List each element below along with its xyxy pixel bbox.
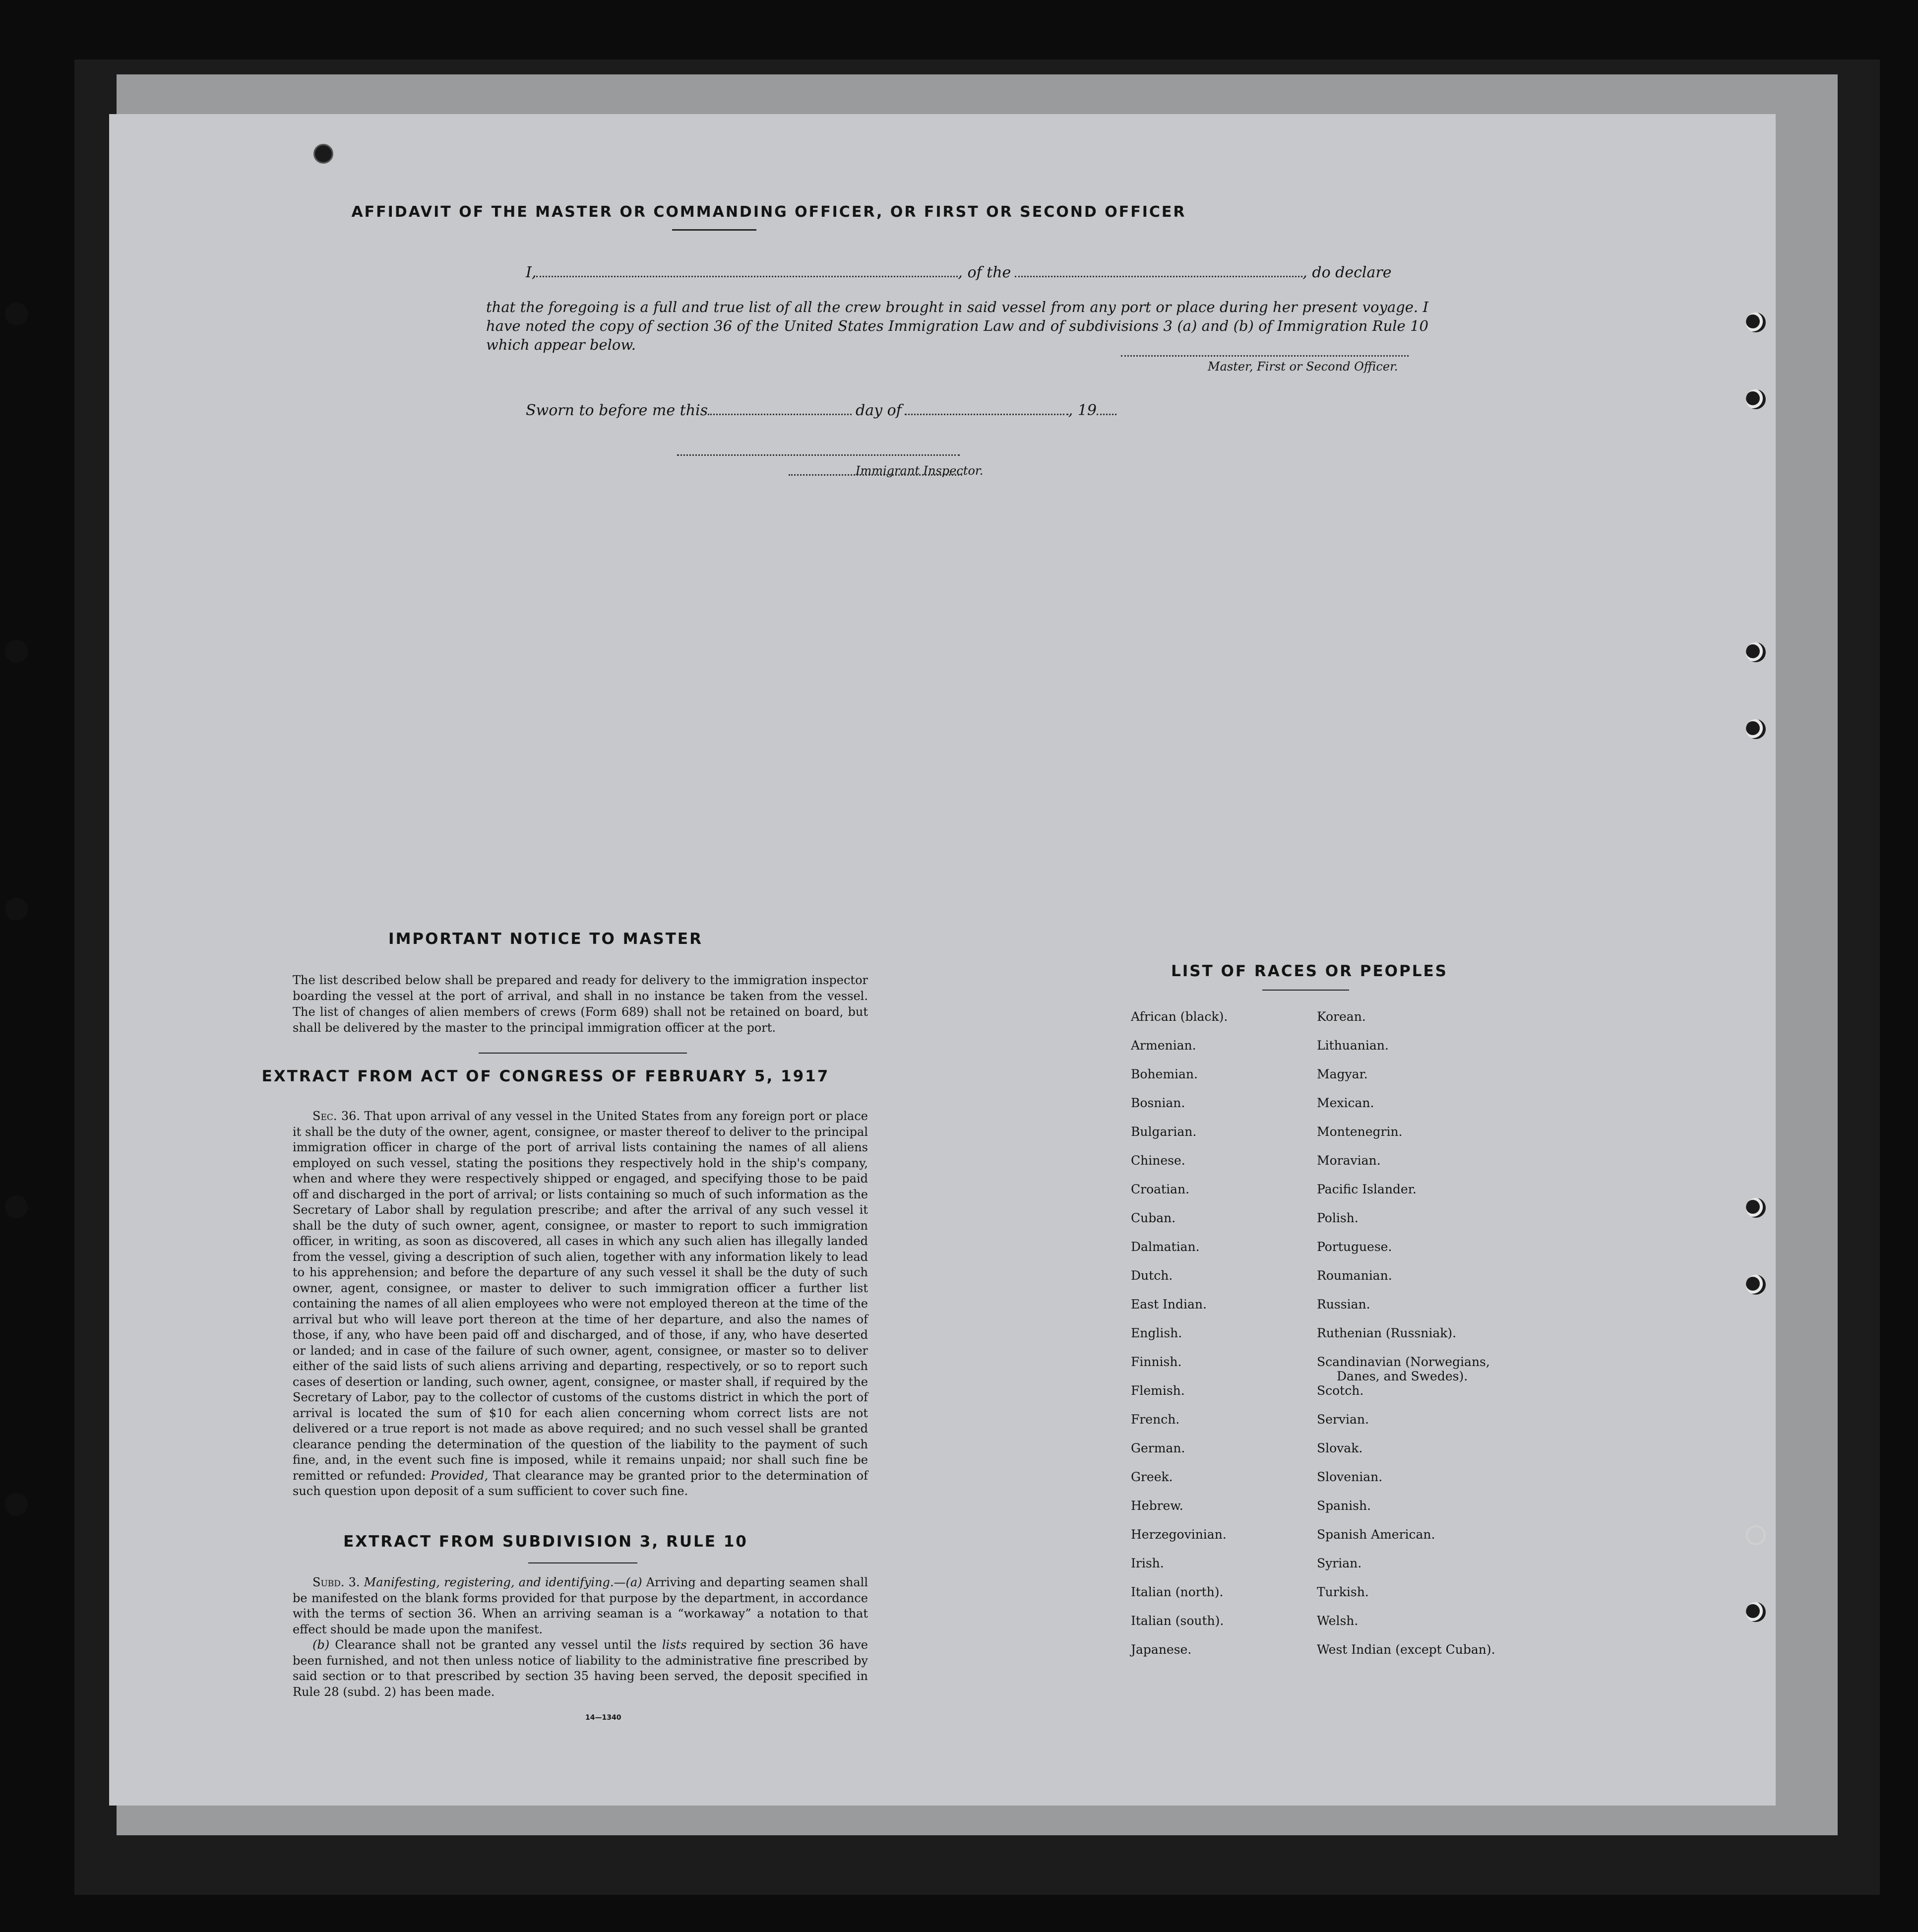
race-item-line: Danes, and Swedes). <box>1337 1369 1468 1383</box>
race-item: Lithuanian. <box>1317 1038 1389 1053</box>
races-title: LIST OF RACES OR PEOPLES <box>1171 962 1448 980</box>
race-item: English. <box>1131 1326 1182 1340</box>
affidavit-paragraph: that the foregoing is a full and true list of all the crew brought in said vessel from any port or place during her present voyage. I have noted the copy of section 36 of the United States Immigration Law and of subdivisions 3 (a) and (b) of Immigration Rule 10 which appear below. <box>486 299 1428 353</box>
provided-label: Provided, <box>431 1468 489 1483</box>
section-text: That upon arrival of any vessel in the United States from any foreign port or place it shall be the duty of the owner, agent, consignee, or master thereof to deliver to the principal immigration officer in charge of the port of arrival lists containing the names of all aliens employed on such vessel, stating the positions they respectively hold in the ship's company, when and where they were respectively shipped or engaged, and specifying those to be paid off and discharged in the port of arrival; or lists containing so much of such information as the Secretary of Labor shall by regulation prescribe; and after the arrival of any such vessel it shall be the duty of such owner, agent, consignee, or master to report to such immigration officer, in writing, as soon as discovered, all cases in which any such alien has illegally landed from the vessel, giving a description of such alien, together with any information likely to lead to his apprehension; and before the departure of any such vessel it shall be the duty of such owner, agent, consignee, or master to deliver to such immigration officer a further list containing the names of all alien employees who were not employed thereon at the time of the arrival but who will leave port thereon at the time of her departure, and also the names of those, if any, who have been paid off and discharged, and of those, if any, who have deserted or landed; and in case of the failure of such owner, agent, consignee, or master so to deliver either of the said lists of such aliens arriving and departing, respectively, or so to report such cases of desertion or landing, such owner, agent, consignee, or master shall, if required by the Secretary of Labor, pay to the collector of customs of the customs district in which the port of arrival is located the sum of $10 for each alien concerning whom correct lists are not delivered or a true report is not made as above required; and no such vessel shall be granted clearance pending the determination of the question of the liability to the payment of such fine, and, in the event such fine is imposed, while it remains unpaid; nor shall such fine be remitted or refunded: <box>293 1109 868 1483</box>
section-label: Sec. 36. <box>312 1109 361 1123</box>
affidavit-of-label: , of the <box>958 264 1011 281</box>
extract-act-body <box>293 1109 868 1499</box>
race-item: West Indian (except Cuban). <box>1317 1642 1495 1657</box>
sworn-year-blank <box>1097 410 1116 415</box>
race-item: Syrian. <box>1317 1556 1362 1570</box>
race-item: Italian (south). <box>1131 1614 1224 1628</box>
affidavit-declare-label: , do declare <box>1302 264 1392 281</box>
race-item: Japanese. <box>1131 1642 1192 1657</box>
punch-hole <box>1746 312 1766 332</box>
sworn-line <box>526 402 1116 419</box>
race-item: Montenegrin. <box>1317 1124 1403 1139</box>
races-left-column <box>1131 1009 1228 1671</box>
race-item: Pacific Islander. <box>1317 1182 1417 1196</box>
race-item: French. <box>1131 1412 1180 1427</box>
master-signature-blank <box>1121 351 1409 357</box>
race-item: Flemish. <box>1131 1383 1185 1398</box>
race-item: Welsh. <box>1317 1614 1359 1628</box>
race-item: Chinese. <box>1131 1153 1185 1168</box>
master-name-blank <box>536 272 958 277</box>
punch-hole <box>1746 1275 1766 1295</box>
race-item: Slovenian. <box>1317 1470 1383 1484</box>
divider <box>1262 990 1349 991</box>
race-item: Servian. <box>1317 1412 1369 1427</box>
sworn-month-blank <box>905 410 1068 415</box>
punch-hole <box>1746 642 1766 662</box>
section-text-end: That clearance may be granted prior to the determination of such question upon deposit of a sum sufficient to cover such fine. <box>293 1468 868 1498</box>
race-item: Mexican. <box>1317 1096 1374 1110</box>
punch-hole <box>1746 389 1766 409</box>
sworn-day-label: day of <box>856 402 902 419</box>
race-item: Finnish. <box>1131 1355 1182 1369</box>
document-page <box>109 114 1776 1806</box>
race-item: Hebrew. <box>1131 1498 1183 1513</box>
punch-hole <box>5 898 28 921</box>
race-item: Dutch. <box>1131 1268 1173 1283</box>
subdivision-label: Subd. 3. <box>312 1575 360 1589</box>
notice-body: The list described below shall be prepared and ready for delivery to the immigration inspector boarding the vessel at the port of arrival, and shall in no instance be taken from the vessel. The list of changes of alien members of crews (Form 689) shall not be retained on board, but shall be delivered by the master to the principal immigration officer at the port. <box>293 973 868 1035</box>
divider <box>672 229 756 231</box>
subdivision-heading: Manifesting, registering, and identifying. <box>364 1575 614 1589</box>
extract-rule-title: EXTRACT FROM SUBDIVISION 3, RULE 10 <box>343 1533 748 1551</box>
para-a-text: Arriving and departing seamen shall be manifested on the blank forms provided for that purpose by the department, in accordance with the terms of section 36. When an arriving seaman is a “workaway” a notation to that effect should be made upon the manifest. <box>293 1575 868 1636</box>
sworn-date-blank <box>708 410 852 415</box>
punch-hole <box>1746 1198 1766 1218</box>
race-item: Scotch. <box>1317 1383 1364 1398</box>
races-right-column <box>1317 1009 1495 1671</box>
punch-hole <box>5 1493 28 1516</box>
race-item: Portuguese. <box>1317 1240 1392 1254</box>
race-item: German. <box>1131 1441 1185 1455</box>
sworn-prefix: Sworn to before me this <box>526 402 708 419</box>
race-item: East Indian. <box>1131 1297 1207 1311</box>
divider <box>528 1562 637 1563</box>
affidavit-title: AFFIDAVIT OF THE MASTER OR COMMANDING OFFICER, OR FIRST OR SECOND OFFICER <box>351 203 1186 221</box>
race-item: Bohemian. <box>1131 1067 1198 1081</box>
race-item: Armenian. <box>1131 1038 1196 1053</box>
race-item: Dalmatian. <box>1131 1240 1200 1254</box>
affidavit-i-label: I, <box>526 264 537 281</box>
race-item: Turkish. <box>1317 1585 1369 1599</box>
para-b-text: Clearance shall not be granted any vessel until the <box>335 1638 657 1652</box>
punch-hole <box>5 1195 28 1218</box>
race-item: Korean. <box>1317 1009 1366 1024</box>
race-item: Italian (north). <box>1131 1585 1224 1599</box>
form-number: 14—1340 <box>585 1714 621 1722</box>
para-b-lists: lists <box>662 1638 687 1652</box>
race-item <box>1317 1355 1495 1383</box>
race-item: Polish. <box>1317 1211 1359 1225</box>
race-item: Magyar. <box>1317 1067 1368 1081</box>
affidavit-name-line <box>526 264 1392 281</box>
punch-hole <box>1746 1525 1766 1545</box>
race-item: Cuban. <box>1131 1211 1176 1225</box>
race-item: Bulgarian. <box>1131 1124 1197 1139</box>
master-signature-label: Master, First or Second Officer. <box>1208 360 1398 374</box>
race-item: Ruthenian (Russniak). <box>1317 1326 1457 1340</box>
race-item: Roumanian. <box>1317 1268 1392 1283</box>
race-item: African (black). <box>1131 1009 1228 1024</box>
race-item: Herzegovinian. <box>1131 1527 1227 1542</box>
race-item: Irish. <box>1131 1556 1164 1570</box>
notice-title: IMPORTANT NOTICE TO MASTER <box>388 930 703 948</box>
punch-hole <box>1746 1602 1766 1622</box>
vessel-name-blank <box>1015 272 1302 277</box>
para-b-marker: (b) <box>312 1638 330 1652</box>
inspector-signature-blank <box>677 450 960 456</box>
race-item: Spanish. <box>1317 1498 1371 1513</box>
race-item: Russian. <box>1317 1297 1370 1311</box>
punch-hole <box>1746 719 1766 739</box>
punch-hole <box>313 144 333 164</box>
para-b-text-end: required by section 36 have been furnished, and not then unless notice of liability to the administrative fine prescribed by said section or to that prescribed by section 35 having been served, the deposit specified in Rule 28 (subd. 2) has been made. <box>293 1638 868 1699</box>
extract-rule-body: Subd. 3. Manifesting, registering, and identifying.—(a) Arriving and departing seamen shall be manifested on the blank forms provided for that purpose by the department, in accordance with the terms of section 36. When an arriving seaman is a “workaway” a notation to that effect should be made upon the manifest. (b) Clearance shall not be granted any vessel until the lists required by section 36 have been furnished, and not then unless notice of liability to the administrative fine prescribed by said section or to that prescribed by section 35 having been served, the deposit specified in Rule 28 (subd. 2) has been made. <box>293 1575 868 1699</box>
race-item: Croatian. <box>1131 1182 1190 1196</box>
para-a-marker: (a) <box>625 1575 642 1589</box>
punch-hole <box>5 303 28 325</box>
divider <box>479 1053 687 1054</box>
inspector-label: Immigrant Inspector. <box>856 464 984 478</box>
race-item: Bosnian. <box>1131 1096 1185 1110</box>
race-item: Slovak. <box>1317 1441 1363 1455</box>
race-item: Spanish American. <box>1317 1527 1435 1542</box>
race-item: Greek. <box>1131 1470 1173 1484</box>
sworn-year-label: , 19 <box>1068 402 1097 419</box>
race-item: Moravian. <box>1317 1153 1381 1168</box>
race-item-line: Scandinavian (Norwegians, <box>1317 1355 1490 1369</box>
extract-act-title: EXTRACT FROM ACT OF CONGRESS OF FEBRUARY 5, 1917 <box>261 1067 830 1085</box>
punch-hole <box>5 640 28 663</box>
